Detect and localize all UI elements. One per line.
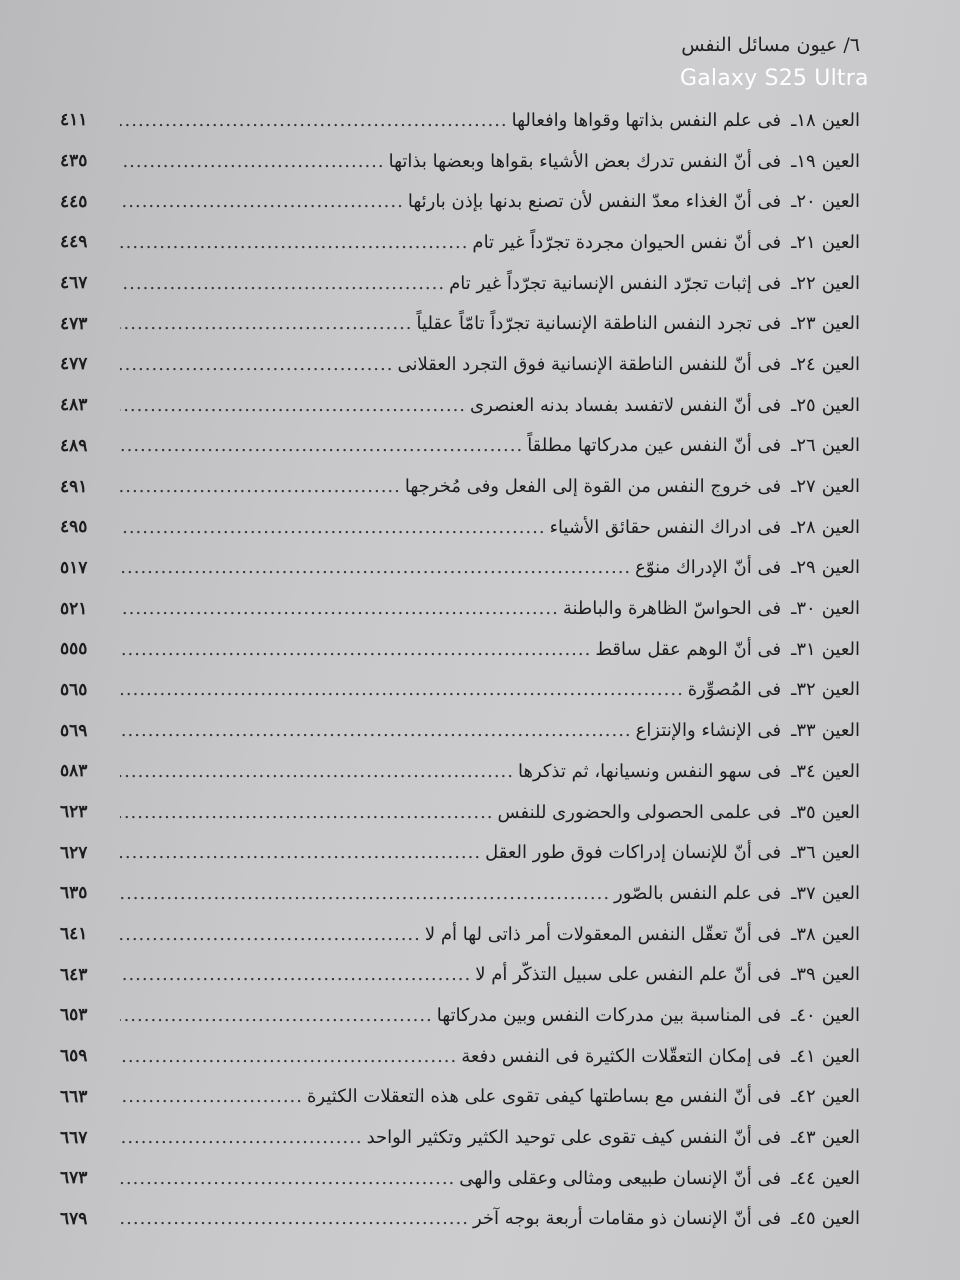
toc-entry	[60, 100, 860, 141]
dot-leader	[120, 557, 631, 578]
toc-entry-label	[781, 720, 860, 741]
dot-leader	[120, 1127, 363, 1148]
toc-entry-word: العين	[821, 313, 860, 335]
toc-entry-page: ٤٦٧	[60, 273, 88, 294]
dot-leader	[120, 151, 385, 172]
toc-entry-page: ٦٤١	[60, 924, 88, 945]
toc-entry-word: العين	[821, 1004, 860, 1026]
toc-entry-page: ٦٥٩	[60, 1046, 88, 1067]
toc-entry-number: ١٨ـ	[791, 109, 816, 131]
toc-entry-page: ٦٢٣	[60, 802, 88, 823]
toc-entry-label	[781, 639, 860, 660]
toc-entry-title: فى أنّ النفس كيف تقوى على توحيد الكثير وتكثير الواحد	[366, 1127, 782, 1149]
toc-entry-label	[781, 1208, 860, 1229]
toc-entry	[60, 466, 860, 507]
toc-entry-word: العين	[821, 964, 860, 986]
toc-entry-title: فى أنّ الإنسان طبيعى ومثالى وعقلى والهى	[459, 1167, 782, 1189]
toc-entry-word: العين	[821, 760, 860, 782]
toc-entry-word: العين	[821, 191, 860, 213]
toc-entry-number: ٣٢ـ	[791, 679, 816, 701]
dot-leader	[120, 191, 404, 212]
toc-entry	[60, 426, 860, 467]
dot-leader	[120, 924, 421, 945]
toc-entry-page: ٦٤٣	[60, 964, 88, 985]
toc-entry-page: ٦٦٧	[60, 1127, 88, 1148]
toc-entry-page: ٦٧٩	[60, 1208, 88, 1229]
toc-entry-title: فى أنّ تعقّل النفس المعقولات أمر ذاتى لها أم لا	[424, 923, 782, 945]
toc-entry-page: ٤٤٥	[60, 191, 88, 212]
dot-leader	[120, 802, 494, 823]
toc-entry-label	[781, 191, 860, 212]
toc-entry-number: ٣٧ـ	[791, 882, 816, 904]
toc-entry-title: فى أنّ للنفس الناطقة الإنسانية فوق التجرد العقلانى	[397, 353, 782, 375]
toc-entry-label	[781, 557, 860, 578]
dot-leader	[120, 476, 401, 497]
dot-leader	[120, 1046, 457, 1067]
toc-entry-page: ٥٢١	[60, 598, 88, 619]
toc-entry-title: فى تجرد النفس الناطقة الإنسانية تجرّداً تامّاً عقلياً	[416, 313, 782, 335]
toc-entry-number: ٢٠ـ	[791, 191, 816, 213]
toc-entry-title: فى أنّ النفس لاتفسد بفساد بدنه العنصرى	[470, 394, 782, 416]
toc-entry-word: العين	[821, 882, 860, 904]
toc-entry-label	[781, 313, 860, 334]
toc-entry	[60, 873, 860, 914]
dot-leader	[120, 110, 508, 131]
toc-entry-word: العين	[821, 679, 860, 701]
toc-entry-page: ٤٧٧	[60, 354, 88, 375]
toc-entry-word: العين	[821, 476, 860, 498]
camera-watermark: Galaxy S25 Ultra	[680, 66, 869, 91]
toc-entry-number: ٣٠ـ	[791, 598, 816, 620]
toc-entry-page: ٤٨٣	[60, 395, 88, 416]
toc-entry	[60, 995, 860, 1036]
toc-entry-number: ٢٩ـ	[791, 557, 816, 579]
toc-entry-label	[781, 679, 860, 700]
toc-entry	[60, 710, 860, 751]
toc-entry-label	[781, 924, 860, 945]
toc-entry-number: ٢٨ـ	[791, 516, 816, 538]
toc-entry-word: العين	[821, 109, 860, 131]
toc-entry	[60, 832, 860, 873]
toc-entry-word: العين	[821, 638, 860, 660]
dot-leader	[120, 679, 684, 700]
toc-entry-number: ٤٢ـ	[791, 1086, 816, 1108]
toc-entry-number: ٢١ـ	[791, 231, 816, 253]
toc-entry	[60, 588, 860, 629]
toc-entry-title: فى أنّ الغذاء معدّ النفس لأن تصنع بدنها بإذن بارئها	[407, 191, 782, 213]
toc-entry-title: فى إثبات تجرّد النفس الإنسانية تجرّداً غير تام	[449, 272, 782, 294]
toc-entry-word: العين	[821, 231, 860, 253]
toc-entry	[60, 507, 860, 548]
toc-entry-label	[781, 232, 860, 253]
toc-entry-page: ٦٧٣	[60, 1168, 88, 1189]
toc-entry-title: فى خروج النفس من القوة إلى الفعل وفى مُخرجها	[404, 476, 782, 498]
toc-entry-number: ٤٥ـ	[791, 1208, 816, 1230]
toc-entry-page: ٤٩١	[60, 476, 88, 497]
toc-entry-title: فى أنّ النفس عين مدركاتها مطلقاً	[527, 435, 782, 457]
toc-entry-number: ٣٣ـ	[791, 720, 816, 742]
toc-entry-page: ٤٨٩	[60, 435, 88, 456]
toc-entry	[60, 670, 860, 711]
toc-entry-label	[781, 354, 860, 375]
toc-entry-label	[781, 598, 860, 619]
toc-entry	[60, 914, 860, 955]
toc-entry-word: العين	[821, 394, 860, 416]
toc-entry-word: العين	[821, 842, 860, 864]
dot-leader	[120, 1208, 469, 1229]
toc-entry-page: ٦٣٥	[60, 883, 88, 904]
toc-entry-number: ١٩ـ	[791, 150, 816, 172]
toc-entry-word: العين	[821, 516, 860, 538]
toc-entry-page: ٥٦٥	[60, 679, 88, 700]
toc-entry-number: ٣٥ـ	[791, 801, 816, 823]
dot-leader	[120, 964, 471, 985]
toc-entry-title: فى أنّ علم النفس على سبيل التذكّر أم لا	[475, 964, 782, 986]
toc-entry	[60, 385, 860, 426]
toc-entry-word: العين	[821, 1208, 860, 1230]
toc-entry-number: ٢٦ـ	[791, 435, 816, 457]
toc-entry-word: العين	[821, 150, 860, 172]
dot-leader	[120, 435, 523, 456]
toc-entry-page: ٦٦٣	[60, 1086, 88, 1107]
toc-entry-label	[781, 842, 860, 863]
toc-entry-word: العين	[821, 598, 860, 620]
toc-entry-label	[781, 1168, 860, 1189]
toc-entry-word: العين	[821, 272, 860, 294]
toc-entry-label	[781, 802, 860, 823]
toc-entry-page: ٦٢٧	[60, 842, 88, 863]
toc-entry-label	[781, 1127, 860, 1148]
dot-leader	[120, 354, 393, 375]
toc-entry	[60, 1036, 860, 1077]
toc-entry-label	[781, 151, 860, 172]
toc-entry-word: العين	[821, 1127, 860, 1149]
toc-entry	[60, 1077, 860, 1118]
toc-entry-number: ٢٥ـ	[791, 394, 816, 416]
toc-entry-word: العين	[821, 1167, 860, 1189]
toc-entry-label	[781, 761, 860, 782]
toc-entry-label	[781, 110, 860, 131]
toc-entry-word: العين	[821, 801, 860, 823]
table-of-contents	[60, 100, 860, 1239]
toc-entry-title: فى علمى الحصولى والحضورى للنفس	[497, 801, 782, 823]
toc-entry-title: فى سهو النفس ونسيانها، ثم تذكرها	[517, 760, 782, 782]
toc-entry-number: ٣٩ـ	[791, 964, 816, 986]
toc-entry-word: العين	[821, 435, 860, 457]
toc-entry-label	[781, 273, 860, 294]
toc-entry	[60, 792, 860, 833]
toc-entry-label	[781, 395, 860, 416]
toc-entry	[60, 222, 860, 263]
toc-entry	[60, 548, 860, 589]
toc-entry-page: ٤٤٩	[60, 232, 88, 253]
toc-entry-label	[781, 517, 860, 538]
toc-entry-page: ٥٥٥	[60, 639, 88, 660]
dot-leader	[120, 761, 514, 782]
dot-leader	[120, 598, 559, 619]
dot-leader	[120, 1168, 455, 1189]
toc-entry-number: ٣١ـ	[791, 638, 816, 660]
toc-entry-title: فى أنّ نفس الحيوان مجردة تجرّداً غير تام	[472, 231, 782, 253]
toc-entry-number: ٤٣ـ	[791, 1127, 816, 1149]
toc-entry	[60, 181, 860, 222]
dot-leader	[120, 842, 481, 863]
dot-leader	[120, 720, 632, 741]
toc-entry	[60, 1199, 860, 1240]
toc-entry	[60, 954, 860, 995]
toc-entry-title: فى الحواسّ الظاهرة والباطنة	[562, 598, 782, 620]
toc-entry-title: فى أنّ الوهم عقل ساقط	[595, 638, 782, 660]
toc-entry-title: فى علم النفس بالصّور	[614, 882, 782, 904]
toc-entry-title: فى المناسبة بين مدركات النفس وبين مدركاتها	[436, 1004, 782, 1026]
toc-entry-number: ٣٨ـ	[791, 923, 816, 945]
toc-entry-number: ٤١ـ	[791, 1045, 816, 1067]
toc-entry	[60, 751, 860, 792]
toc-entry-number: ٢٣ـ	[791, 313, 816, 335]
toc-entry-label	[781, 1005, 860, 1026]
toc-entry-number: ٢٤ـ	[791, 353, 816, 375]
toc-entry-title: فى أنّ النفس مع بساطتها كيفى تقوى على هذه التعقلات الكثيرة	[307, 1086, 782, 1108]
toc-entry-title: فى أنّ للإنسان إدراكات فوق طور العقل	[485, 842, 782, 864]
toc-entry-title: فى أنّ النفس تدرك بعض الأشياء بقواها وبعضها بذاتها	[388, 150, 782, 172]
toc-entry-title: فى علم النفس بذاتها وقواها وافعالها	[511, 109, 782, 131]
toc-entry-word: العين	[821, 1086, 860, 1108]
dot-leader	[120, 517, 546, 538]
toc-entry-number: ٣٦ـ	[791, 842, 816, 864]
toc-entry	[60, 344, 860, 385]
dot-leader	[120, 1005, 433, 1026]
toc-entry-page: ٦٥٣	[60, 1005, 88, 1026]
toc-entry-title: فى الإنشاء والإنتزاع	[635, 720, 782, 742]
toc-entry-page: ٤٣٥	[60, 151, 88, 172]
toc-entry	[60, 141, 860, 182]
dot-leader	[120, 232, 468, 253]
toc-entry-label	[781, 1086, 860, 1107]
toc-entry-label	[781, 883, 860, 904]
toc-entry-title: فى إمكان التعقّلات الكثيرة فى النفس دفعة	[461, 1045, 782, 1067]
toc-entry	[60, 263, 860, 304]
toc-entry-word: العين	[821, 720, 860, 742]
toc-entry-number: ٢٧ـ	[791, 476, 816, 498]
toc-entry-page: ٤٧٣	[60, 313, 88, 334]
toc-entry-label	[781, 435, 860, 456]
toc-entry-page: ٤٩٥	[60, 517, 88, 538]
toc-entry-label	[781, 476, 860, 497]
toc-entry-page: ٥٦٩	[60, 720, 88, 741]
dot-leader	[120, 1086, 303, 1107]
toc-entry-word: العين	[821, 353, 860, 375]
toc-entry-page: ٥١٧	[60, 557, 88, 578]
toc-entry	[60, 1117, 860, 1158]
toc-entry	[60, 303, 860, 344]
toc-entry-title: فى ادراك النفس حقائق الأشياء	[549, 516, 782, 538]
dot-leader	[120, 639, 591, 660]
dot-leader	[120, 395, 466, 416]
toc-entry	[60, 1158, 860, 1199]
toc-entry-word: العين	[821, 1045, 860, 1067]
toc-entry-label	[781, 1046, 860, 1067]
toc-entry-number: ٢٢ـ	[791, 272, 816, 294]
toc-entry-title: فى أنّ الإدراك منوّع	[635, 557, 782, 579]
dot-leader	[120, 313, 413, 334]
toc-entry	[60, 629, 860, 670]
toc-entry-page: ٤١١	[60, 110, 88, 131]
dot-leader	[120, 273, 445, 294]
toc-entry-title: فى المُصوِّرة	[687, 679, 782, 701]
toc-entry-number: ٤٠ـ	[791, 1004, 816, 1026]
toc-entry-word: العين	[821, 923, 860, 945]
toc-entry-number: ٤٤ـ	[791, 1167, 816, 1189]
toc-entry-page: ٥٨٣	[60, 761, 88, 782]
toc-entry-label	[781, 964, 860, 985]
toc-entry-word: العين	[821, 557, 860, 579]
toc-entry-title: فى أنّ الإنسان ذو مقامات أربعة بوجه آخر	[472, 1208, 782, 1230]
dot-leader	[120, 883, 610, 904]
running-header: ٦/ عيون مسائل النفس	[681, 34, 860, 56]
toc-entry-number: ٣٤ـ	[791, 760, 816, 782]
